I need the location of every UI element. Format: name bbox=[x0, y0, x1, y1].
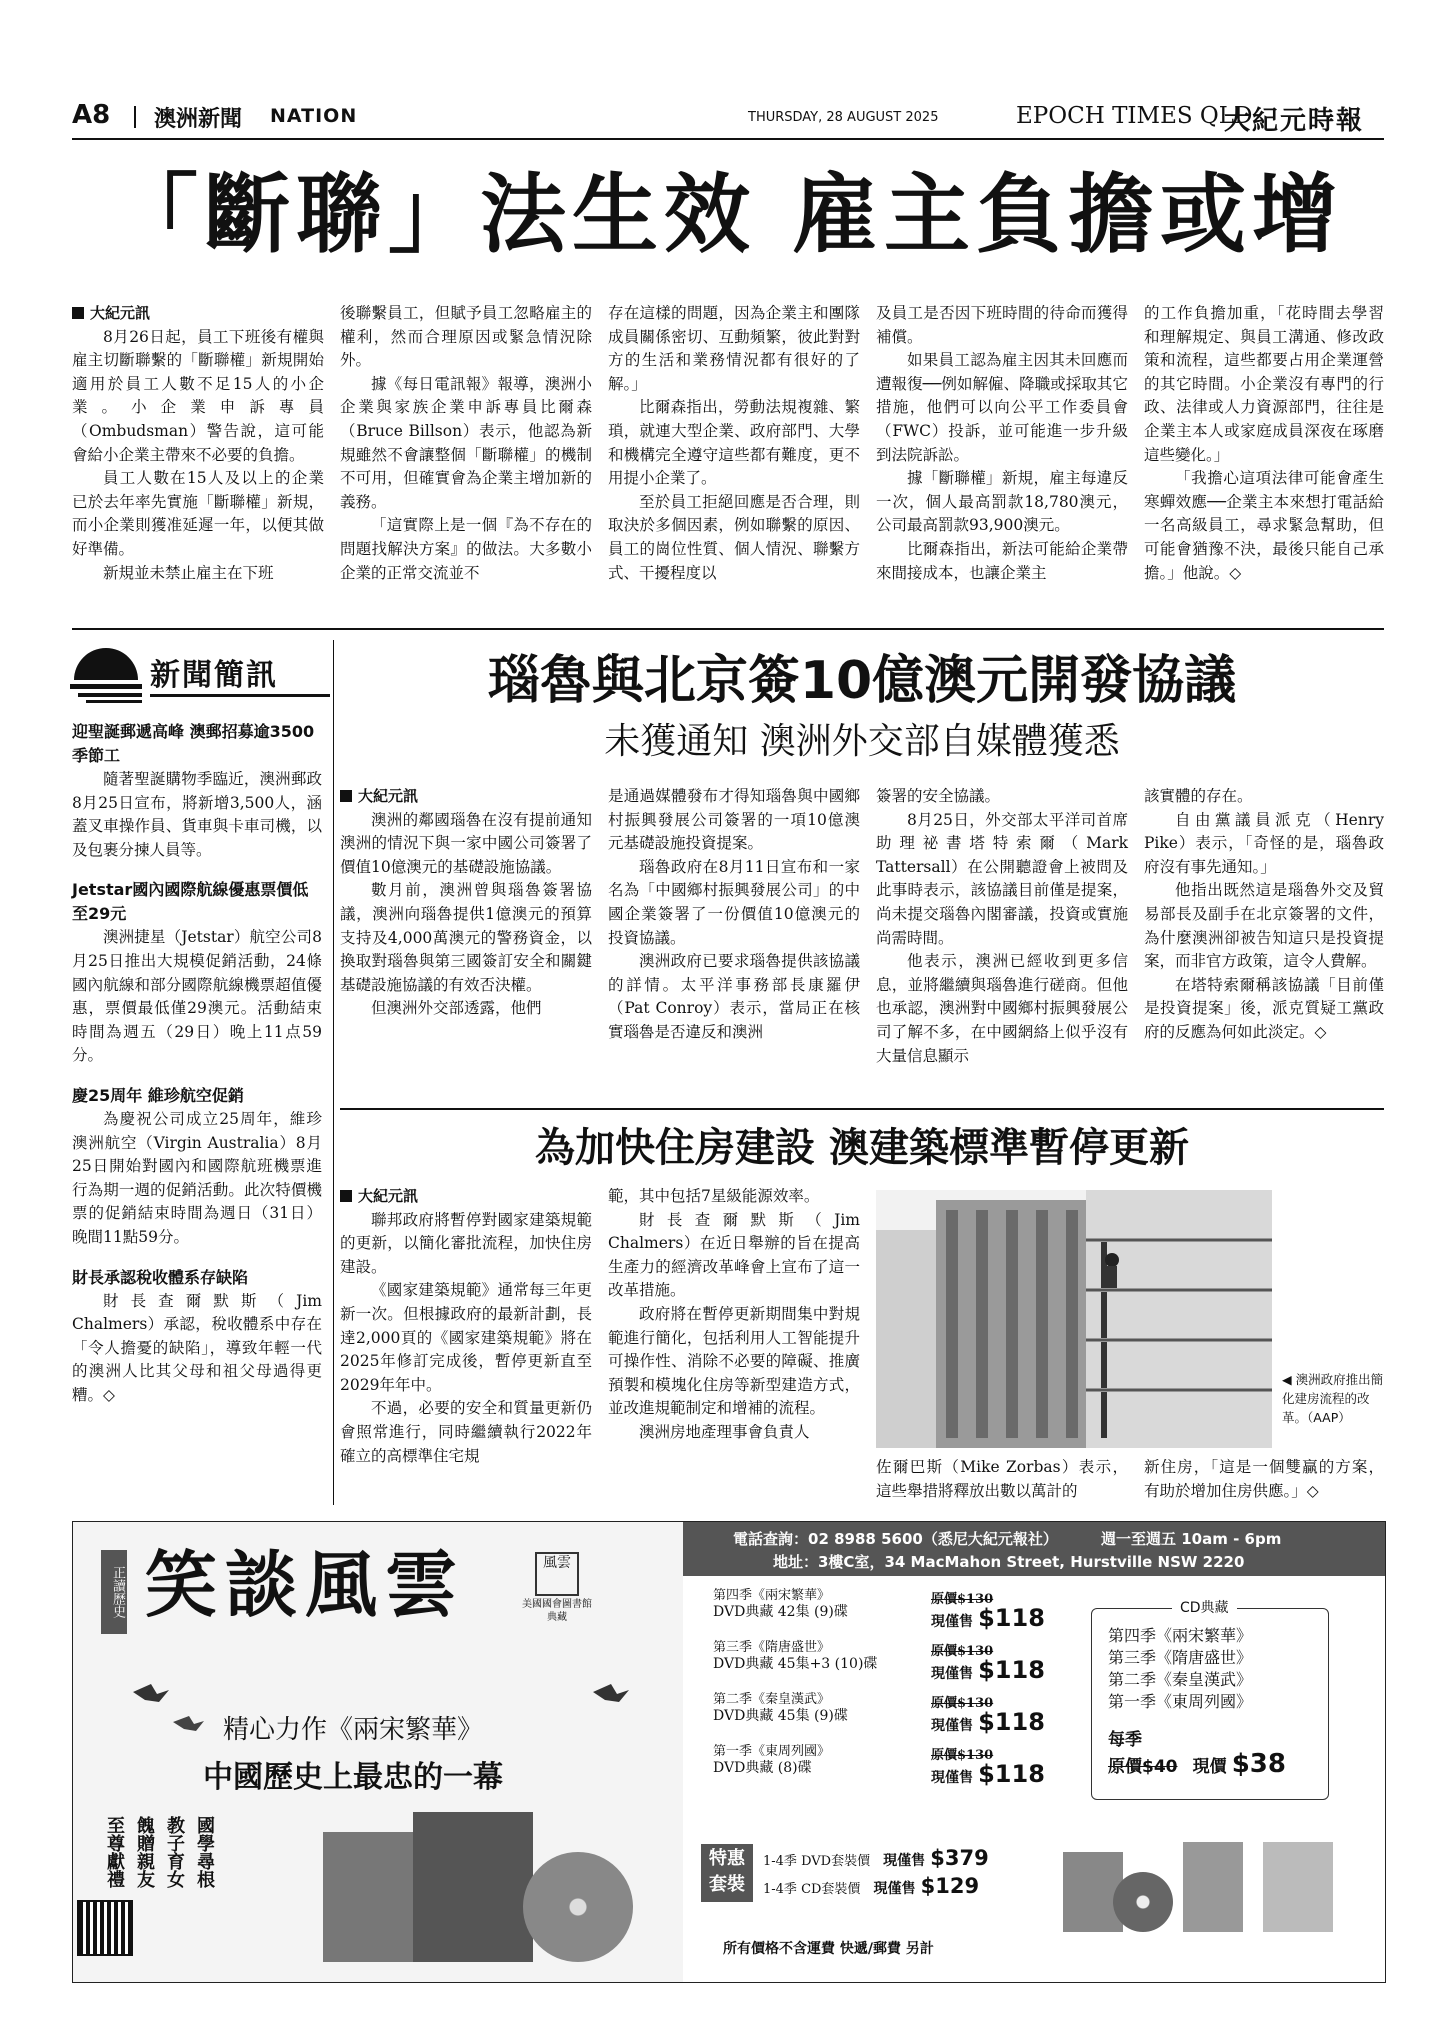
brief-heading: Jetstar國內國際航線優惠票價低至29元 bbox=[72, 880, 309, 924]
paragraph: 澳洲政府已要求瑙魯提供該協議的詳情。太平洋事務部長康羅伊（Pat Conroy）表示，當局正在核實瑙魯是否違反和澳洲 bbox=[608, 952, 860, 1041]
paragraph: 新住房，「這是一個雙贏的方案，有助於增加住房供應。」◇ bbox=[1144, 1458, 1384, 1500]
cd-per-season: 每季 bbox=[1108, 1730, 1142, 1750]
list-item: 第一季《東周列國》 bbox=[1108, 1692, 1253, 1711]
original-price: 原價$130 bbox=[931, 1592, 994, 1607]
paragraph: 澳洲房地產理事會負責人 bbox=[639, 1422, 810, 1441]
paragraph: 是通過媒體發布才得知瑙魯與中國鄉村振興發展公司簽署的一項10億澳元基礎設施投資提案。 bbox=[608, 787, 860, 853]
disc-icon bbox=[523, 1852, 633, 1962]
list-item bbox=[72, 720, 322, 862]
section-title-en: NATION bbox=[270, 105, 358, 127]
dvd-box bbox=[1183, 1842, 1243, 1932]
original-price: 原價$130 bbox=[931, 1696, 994, 1711]
ad-footer-note: 所有價格不含運費 快遞/郵費 另計 bbox=[723, 1941, 934, 1957]
price: $118 bbox=[978, 1708, 1045, 1736]
brief-heading: 慶25周年 維珍航空促銷 bbox=[72, 1085, 244, 1105]
page-number: A8 bbox=[72, 100, 111, 130]
gift-tag: 國學尋根 bbox=[194, 1816, 215, 1888]
paragraph: 比爾森指出，新法可能給企業帶來間接成本，也讓企業主 bbox=[876, 539, 1128, 582]
paragraph: 政府將在暫停更新期間集中對規範進行簡化，包括利用人工智能提升可操作性、消除不必要的障礙、推廣預製和模塊化住房等新型建造方式，並改進規範制定和增補的流程。 bbox=[608, 1304, 860, 1418]
paragraph: 在塔特索爾稱該協議「目前僅是投資提案」後，派克質疑工黨政府的反應為何如此淡定。◇ bbox=[1144, 975, 1384, 1041]
gift-tags bbox=[101, 1814, 217, 1890]
season-title: 第四季《兩宋繁華》 bbox=[713, 1588, 831, 1603]
paragraph: 該實體的存在。 bbox=[1144, 787, 1253, 805]
paragraph: 佐爾巴斯（Mike Zorbas）表示，這些舉措將釋放出數以萬計的 bbox=[876, 1458, 1128, 1500]
paragraph: 8月25日，外交部太平洋司首席助理祕書塔特索爾（Mark Tattersall）在公開聽證會上被問及此事時表示，該協議目前僅是提案，尚未提交瑙魯內閣審議，投資或實施尚需時間。 bbox=[876, 810, 1128, 947]
paragraph: 存在這樣的問題，因為企業主和團隊成員關係密切、互動頻繁，彼此對對方的生活和業務情況都有很好的了解。」 bbox=[608, 304, 860, 393]
list-item bbox=[763, 1846, 1063, 1874]
list-item: 第二季《秦皇漢武》 bbox=[1108, 1670, 1253, 1689]
paragraph: 8月26日起，員工下班後有權與雇主切斷聯繫的「斷聯權」新規開始適用於員工人數不足15人的小企業。小企業申訴專員（Ombudsman）警告說，這可能會給小企業主帶來不必要的負擔。 bbox=[72, 327, 324, 464]
section-rule bbox=[72, 628, 1384, 630]
paragraph: 數月前，澳洲曾與瑙魯簽署協議，澳洲向瑙魯提供1億澳元的預算支持及4,000萬澳元的警務資金，以換取對瑙魯與第三國簽訂安全和關鍵基礎設施協議的有效否決權。 bbox=[340, 881, 592, 994]
dvd-box bbox=[413, 1812, 533, 1962]
ad-tagline: 精心力作《兩宋繁華》 bbox=[222, 1715, 483, 1745]
paragraph: 他指出既然這是瑙魯外交及貿易部長及副手在北京簽署的文件，為什麼澳洲卻被告知這只是投資提案，而非官方政策，這令人費解。 bbox=[1144, 881, 1384, 971]
brief-heading: 迎聖誕郵遞高峰 澳郵招募逾3500季節工 bbox=[72, 722, 315, 765]
story3-byline: 大紀元訊 bbox=[340, 1185, 592, 1209]
product-images bbox=[1063, 1822, 1363, 1932]
price-label: 現價 bbox=[1192, 1757, 1227, 1777]
story1-column-1 bbox=[72, 302, 324, 585]
paragraph: 及員工是否因下班時間的待命而獲得補償。 bbox=[876, 304, 1128, 346]
construction-photo bbox=[876, 1190, 1272, 1448]
ad-seal: 風雲 bbox=[535, 1552, 579, 1596]
ad-artwork bbox=[73, 1522, 683, 1982]
column-rule bbox=[333, 640, 334, 1505]
paragraph: 瑙魯政府在8月11日宣布和一家名為「中國鄉村振興發展公司」的中國企業簽署了一份價值10億澳元的投資協議。 bbox=[608, 857, 860, 947]
dvd-price-list bbox=[713, 1588, 1053, 1796]
price-label: 現僅售 bbox=[931, 1666, 973, 1682]
story1-column-3 bbox=[608, 302, 860, 585]
news-brief-header bbox=[70, 644, 332, 704]
set-offer-list bbox=[763, 1846, 1063, 1902]
divider bbox=[134, 106, 136, 128]
story2-byline: 大紀元訊 bbox=[340, 785, 592, 809]
ad-phone: 電話查詢：02 8988 5600（悉尼大紀元報社） bbox=[733, 1530, 1058, 1548]
advertisement bbox=[72, 1521, 1386, 1983]
ad-hours: 週一至週五 10am - 6pm bbox=[1101, 1530, 1282, 1548]
photo-caption: ◀ 澳洲政府推出簡化建房流程的改革。（AAP） bbox=[1282, 1372, 1384, 1425]
original-price: 原價$130 bbox=[931, 1644, 994, 1659]
ad-tag: 正讀歷史 bbox=[101, 1550, 127, 1634]
paragraph: 「這實際上是一個『為不存在的問題找解決方案』的做法。大多數小企業的正常交流並不 bbox=[340, 516, 592, 582]
paragraph: 如果員工認為雇主因其未回應而遭報復──例如解僱、降職或採取其它措施，他們可以向公平工作委員會（FWC）投訴，並可能進一步升級到法院訴訟。 bbox=[876, 351, 1128, 464]
story1-column-4 bbox=[876, 302, 1128, 585]
publication-name: EPOCH TIMES QLD bbox=[1016, 103, 1253, 129]
paragraph: 的工作負擔加重，「花時間去學習和理解規定、與員工溝通、修改政策和流程，這些都要占用企業運營的其它時間。小企業沒有專門的行政、法律或人力資源部門，往往是企業主本人或家庭成員深夜在琢磨這些變化。」 bbox=[1144, 304, 1384, 464]
season-desc: DVD典藏 (8)碟 bbox=[713, 1760, 812, 1776]
season-title: 第一季《東周列國》 bbox=[713, 1744, 831, 1759]
paragraph: 但澳洲外交部透露，他們 bbox=[371, 999, 542, 1018]
list-item: 第四季《兩宋繁華》 bbox=[1108, 1626, 1253, 1645]
cd-price-box bbox=[1091, 1600, 1329, 1800]
brief-heading: 財長承認稅收體系存缺陷 bbox=[72, 1267, 249, 1287]
paragraph: 《國家建築規範》通常每三年更新一次。但根據政府的最新計劃，長達2,000頁的《國家建築規範》將在2025年修訂完成後，暫停更新直至2029年年中。 bbox=[340, 1281, 592, 1394]
masthead bbox=[72, 100, 1384, 134]
story2-column-3 bbox=[876, 785, 1128, 1068]
paragraph: 「我擔心這項法律可能會產生寒蟬效應──企業主本來想打電話給一名高級員工，尋求緊急幫助，但可能會猶豫不決，最後只能自己承擔。」他說。◇ bbox=[1144, 469, 1384, 582]
ad-title: 笑談風雲 bbox=[145, 1542, 466, 1627]
story2-column-4 bbox=[1144, 785, 1384, 1045]
paragraph: 後聯繫員工，但賦予員工忽略雇主的權利，然而合理原因或緊急情況除外。 bbox=[340, 304, 592, 370]
paragraph: 新規並未禁止雇主在下班 bbox=[103, 563, 274, 582]
season-desc: DVD典藏 45集 (9)碟 bbox=[713, 1708, 848, 1724]
price: $379 bbox=[930, 1846, 989, 1870]
cd-box-title: CD典藏 bbox=[1172, 1597, 1237, 1617]
list-item bbox=[72, 878, 322, 1068]
story3-column-2 bbox=[608, 1185, 860, 1445]
story2-headline: 瑙魯與北京簽10億澳元開發協議 bbox=[487, 651, 1237, 711]
price: $118 bbox=[978, 1760, 1045, 1788]
set-desc: 1-4季 DVD套裝價 bbox=[763, 1854, 871, 1869]
disc-icon bbox=[1113, 1872, 1173, 1932]
paragraph: 據《每日電訊報》報導，澳洲小企業與家族企業申訴專員比爾森（Bruce Billson）表示，他認為新規雖然不會讓整個「斷聯權」的機制不可用，但確實會為企業主增加新的義務。 bbox=[340, 374, 592, 511]
set-offer-badge: 特惠套裝 bbox=[701, 1844, 753, 1902]
news-brief-title: 新聞簡訊 bbox=[150, 658, 278, 693]
list-item bbox=[713, 1588, 1053, 1640]
paragraph: 自由黨議員派克（Henry Pike）表示，「奇怪的是，瑙魯政府沒有事先通知。」 bbox=[1144, 810, 1384, 876]
paragraph: 簽署的安全協議。 bbox=[876, 787, 1001, 805]
list-item bbox=[713, 1640, 1053, 1692]
season-title: 第二季《秦皇漢武》 bbox=[713, 1692, 831, 1707]
news-brief-logo-icon bbox=[70, 644, 142, 704]
ad-contact-bar bbox=[683, 1522, 1385, 1576]
brief-body: 為慶祝公司成立25周年，維珍澳洲航空（Virgin Australia）8月25日開始對國內和國際航班機票進行為期一週的促銷活動。此次特價機票的促銷結束時間為週日（31日）晚間11點59分。 bbox=[72, 1109, 322, 1246]
paragraph: 聯邦政府將暫停對國家建築規範的更新，以簡化審批流程，加快住房建設。 bbox=[340, 1210, 592, 1276]
ad-tagline-2: 中國歷史上最忠的一幕 bbox=[203, 1760, 503, 1795]
paragraph: 比爾森指出，勞動法規複雜、繁瑣，就連大型企業、政府部門、大學和機構完全遵守這些都有難度，更不用提小企業了。 bbox=[608, 398, 860, 488]
story1-byline: 大紀元訊 bbox=[72, 302, 324, 326]
season-desc: DVD典藏 42集 (9)碟 bbox=[713, 1604, 848, 1620]
gift-tag: 至尊獻禮 bbox=[104, 1816, 125, 1888]
masthead-rule bbox=[72, 138, 1384, 140]
story2-column-2 bbox=[608, 785, 860, 1045]
price: $129 bbox=[920, 1874, 980, 1898]
price-label: 現僅售 bbox=[931, 1770, 973, 1786]
story2-column-1 bbox=[340, 785, 592, 1021]
issue-date: THURSDAY, 28 AUGUST 2025 bbox=[748, 110, 939, 125]
list-item bbox=[72, 1266, 322, 1408]
paragraph: 範，其中包括7星級能源效率。 bbox=[608, 1187, 820, 1205]
price-label: 現僅售 bbox=[931, 1718, 973, 1734]
dvd-box-image bbox=[323, 1792, 643, 1962]
price: $38 bbox=[1231, 1749, 1286, 1779]
price-label: 現僅售 bbox=[883, 1853, 926, 1869]
set-desc: 1-4季 CD套裝價 bbox=[763, 1882, 861, 1897]
original-price: 原價$130 bbox=[931, 1748, 994, 1763]
story3-column-4 bbox=[1144, 1456, 1384, 1503]
story2-subhead: 未獲通知 澳洲外交部自媒體獲悉 bbox=[604, 721, 1120, 762]
paragraph: 至於員工拒絕回應是否合理，則取決於多個因素，例如聯繫的原因、員工的崗位性質、個人情況、聯繫方式、干擾程度以 bbox=[608, 492, 860, 582]
original-price: 原價$40 bbox=[1108, 1757, 1178, 1777]
season-title: 第三季《隋唐盛世》 bbox=[713, 1640, 831, 1655]
list-item bbox=[763, 1874, 1063, 1902]
publication-logo: 大紀元時報 bbox=[1224, 106, 1365, 136]
gift-tag: 教子育女 bbox=[164, 1816, 185, 1888]
paragraph: 不過，必要的安全和質量更新仍會照常進行，同時繼續執行2022年確立的高標準住宅規 bbox=[340, 1399, 592, 1465]
section-rule bbox=[340, 1108, 1384, 1110]
section-title: 澳洲新聞 bbox=[154, 106, 243, 132]
paragraph: 員工人數在15人及以上的企業已於去年率先實施「斷聯權」新規，而小企業則獲准延遲一年，以便其做好準備。 bbox=[72, 469, 324, 558]
story1-column-5 bbox=[1144, 302, 1384, 585]
brief-body: 財長查爾默斯（Jim Chalmers）承認，稅收體系中存在「令人擔憂的缺陷」，導致年輕一代的澳洲人比其父母和祖父母過得更糟。◇ bbox=[72, 1291, 322, 1404]
list-item bbox=[713, 1744, 1053, 1796]
paragraph: 他表示，澳洲已經收到更多信息，並將繼續與瑙魯進行磋商。但他也承認，澳洲對中國鄉村振興發展公司了解不多，在中國網絡上似乎沒有大量信息顯示 bbox=[876, 952, 1128, 1065]
price-label: 現僅售 bbox=[873, 1881, 916, 1897]
price: $118 bbox=[978, 1604, 1045, 1632]
gift-tag: 餽贈親友 bbox=[134, 1816, 155, 1888]
story3-column-3 bbox=[876, 1456, 1128, 1503]
qr-code-icon[interactable] bbox=[79, 1902, 131, 1954]
brief-body: 澳洲捷星（Jetstar）航空公司8月25日推出大規模促銷活動，24條國內航線和部分國際航線機票超值優惠，票價最低僅29澳元。活動結束時間為週五（29日）晚上11点59分。 bbox=[72, 928, 322, 1065]
ad-library-note: 美國國會圖書館典藏 bbox=[522, 1599, 592, 1623]
paragraph: 據「斷聯權」新規，雇主每違反一次，個人最高罰款18,780澳元，公司最高罰款93,900澳元。 bbox=[876, 469, 1128, 535]
story1-column-2 bbox=[340, 302, 592, 585]
cd-list bbox=[1108, 1625, 1252, 1713]
paragraph: 財長查爾默斯（Jim Chalmers）在近日舉辦的旨在提高生產力的經濟改革峰會上宣布了這一改革措施。 bbox=[608, 1210, 860, 1300]
price: $118 bbox=[978, 1656, 1045, 1684]
list-item bbox=[713, 1692, 1053, 1744]
paragraph: 澳洲的鄰國瑙魯在沒有提前通知澳洲的情況下與一家中國公司簽署了價值10億澳元的基礎設施協議。 bbox=[340, 810, 592, 876]
divider bbox=[150, 694, 330, 697]
list-item: 第三季《隋唐盛世》 bbox=[1108, 1648, 1253, 1667]
building-image bbox=[876, 1190, 1272, 1448]
ad-address: 地址：3樓C室，34 MacMahon Street, Hurstville NSW 2220 bbox=[773, 1553, 1245, 1571]
news-brief-list bbox=[72, 720, 322, 1407]
list-item bbox=[72, 1084, 322, 1250]
brief-body: 隨著聖誕購物季臨近，澳洲郵政8月25日宣布，將新增3,500人，涵蓋叉車操作員、貨車與卡車司機，以及包裹分揀人員等。 bbox=[72, 770, 322, 859]
season-desc: DVD典藏 45集+3 (10)碟 bbox=[713, 1656, 878, 1672]
price-label: 現僅售 bbox=[931, 1614, 973, 1630]
dvd-box bbox=[1263, 1842, 1333, 1932]
story3-column-1 bbox=[340, 1185, 592, 1468]
story3-headline: 為加快住房建設 澳建築標準暫停更新 bbox=[535, 1125, 1189, 1171]
story1-headline: 「斷聯」法生效 雇主負擔或增 bbox=[112, 164, 1344, 265]
